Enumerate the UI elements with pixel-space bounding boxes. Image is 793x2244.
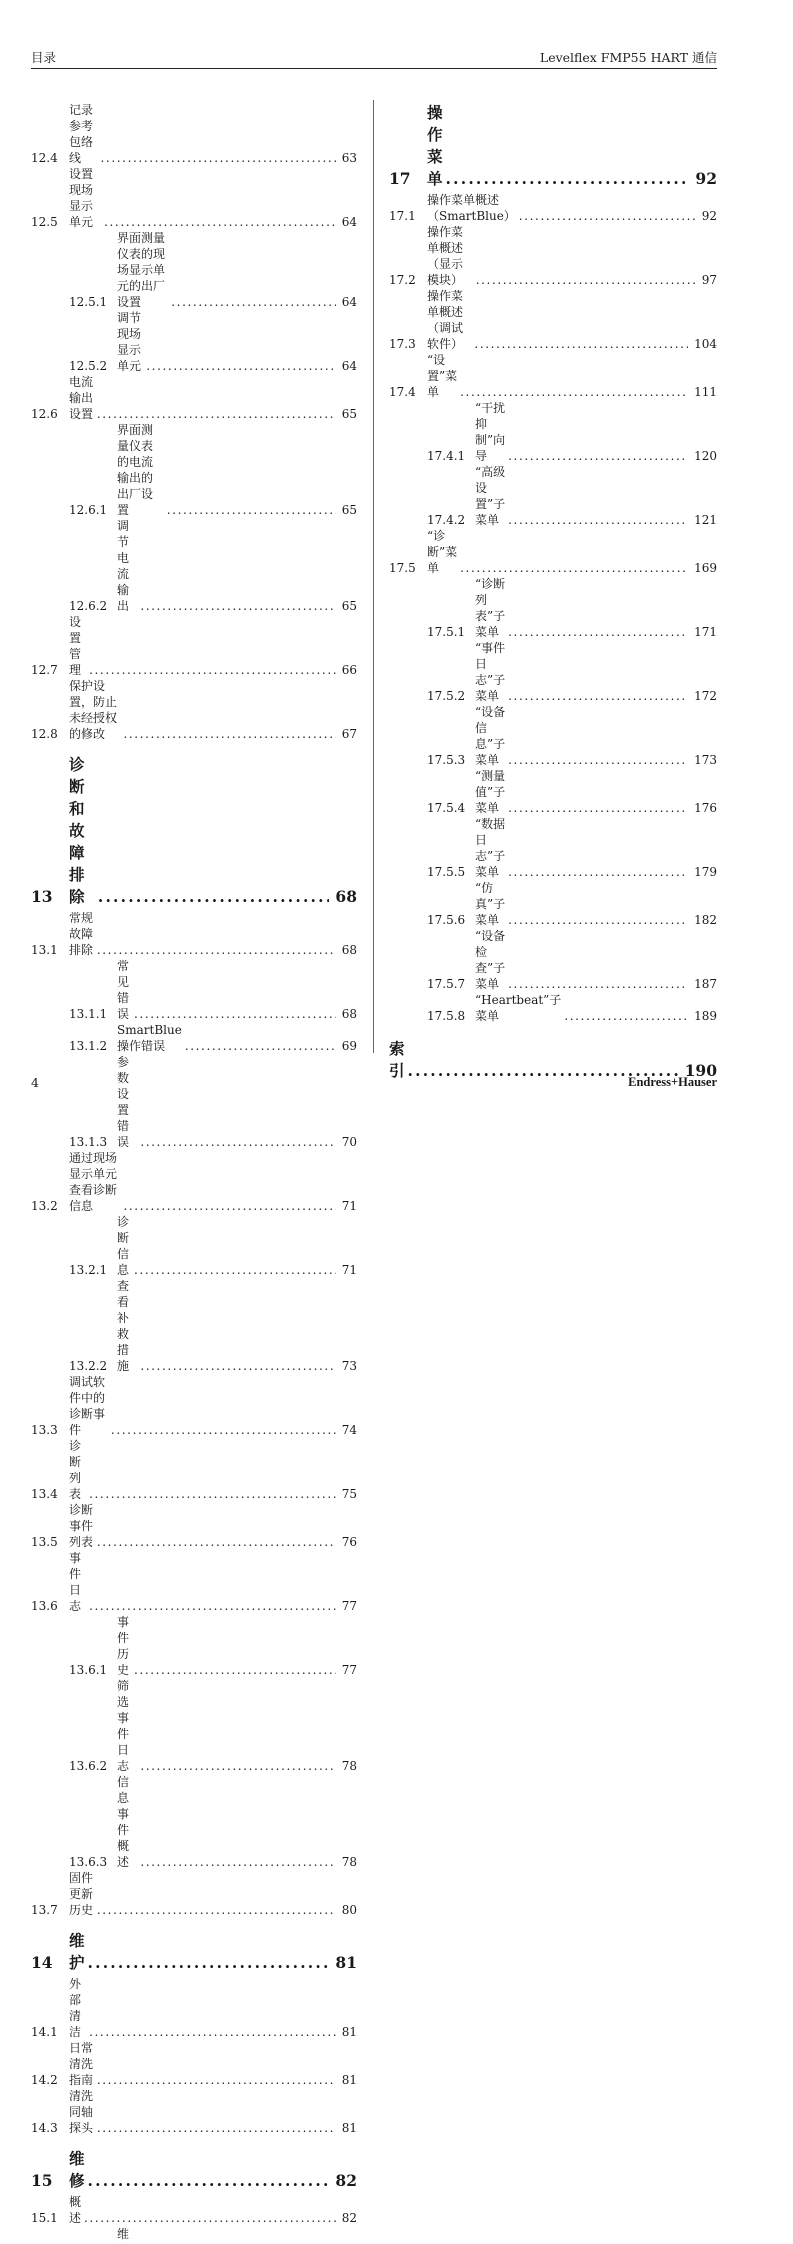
toc-entry-number: 12.5.1 <box>69 295 108 309</box>
toc-entry[interactable] <box>389 288 717 352</box>
toc-entry-number: 13.2 <box>31 1199 58 1213</box>
toc-entry-title: SmartBlue 操作错误 <box>117 1023 182 1053</box>
toc-entry-title: 界面测量仪表的现场显示单元的出厂设置 <box>117 231 166 309</box>
toc-entry-title: 操作菜单概述（SmartBlue） <box>427 193 516 223</box>
toc-entry[interactable] <box>31 1438 357 1502</box>
dot-leader <box>134 1006 336 1022</box>
toc-entry[interactable] <box>389 464 717 528</box>
toc-entry-page: 92 <box>695 169 717 188</box>
toc-entry-number: 17.5.3 <box>427 753 466 767</box>
toc-entry-title: 诊断列表 <box>69 1439 82 1501</box>
column-divider <box>373 100 374 1053</box>
dot-leader <box>508 912 688 928</box>
toc-entry-number: 13.1.1 <box>69 1007 108 1021</box>
toc-entry[interactable] <box>31 1870 357 1918</box>
toc-entry[interactable] <box>389 992 717 1024</box>
toc-entry-number: 15.1 <box>31 2211 58 2225</box>
toc-entry[interactable] <box>31 2226 357 2244</box>
toc-entry-page: 68 <box>335 887 357 906</box>
toc-entry[interactable] <box>31 374 357 422</box>
dot-leader <box>97 1902 336 1918</box>
dot-leader <box>111 1422 336 1438</box>
toc-entry[interactable] <box>31 1678 357 1774</box>
dot-leader <box>171 294 335 310</box>
toc-entry-number: 17.2 <box>389 273 416 287</box>
dot-leader <box>88 1952 330 1974</box>
toc-entry-page: 81 <box>341 2025 357 2039</box>
toc-entry-page: 120 <box>694 449 717 463</box>
toc-entry-page: 187 <box>694 977 717 991</box>
toc-entry-number: 17.1 <box>389 209 416 223</box>
dot-leader <box>508 688 688 704</box>
toc-entry-number: 17.5.4 <box>427 801 466 815</box>
dot-leader <box>84 2210 336 2226</box>
toc-left-column <box>31 102 357 2244</box>
toc-entry[interactable] <box>31 230 357 310</box>
toc-entry-title: 维修 <box>69 2149 85 2190</box>
dot-leader <box>446 168 690 190</box>
toc-entry[interactable] <box>31 1214 357 1278</box>
toc-entry-page: 81 <box>341 2073 357 2087</box>
toc-entry[interactable] <box>389 192 717 224</box>
toc-entry-page: 104 <box>694 337 717 351</box>
toc-chapter-entry[interactable] <box>31 754 357 908</box>
toc-entry-title: 筛选事件日志 <box>117 1679 130 1773</box>
toc-entry-page: 172 <box>694 689 717 703</box>
toc-entry-title: 事件历史 <box>117 1615 130 1677</box>
toc-entry-number: 13.6.2 <box>69 1759 108 1773</box>
toc-entry-title: 设置现场显示单元 <box>69 167 94 229</box>
dot-leader <box>89 1486 336 1502</box>
dot-leader <box>104 214 336 230</box>
toc-entry-page: 67 <box>341 727 357 741</box>
toc-entry-title: 电流输出设置 <box>69 375 94 421</box>
toc-entry-number: 14.2 <box>31 2073 58 2087</box>
toc-entry-page: 73 <box>341 1359 357 1373</box>
toc-entry-title: “干扰抑制”向导 <box>475 401 506 463</box>
toc-entry-page: 82 <box>341 2211 357 2225</box>
toc-entry-number: 17.4.2 <box>427 513 466 527</box>
toc-entry[interactable] <box>31 2040 357 2088</box>
dot-leader <box>89 1598 336 1614</box>
toc-entry-title: 调试软件中的诊断事件 <box>69 1375 106 1437</box>
dot-leader <box>88 2170 330 2192</box>
dot-leader <box>185 1038 336 1054</box>
toc-entry[interactable] <box>31 1774 357 1870</box>
toc-entry-title: 信息事件概述 <box>117 1775 130 1869</box>
toc-entry[interactable] <box>31 1278 357 1374</box>
toc-entry-title: 操作菜单 <box>427 103 443 188</box>
toc-entry-number: 12.8 <box>31 727 58 741</box>
dot-leader <box>476 272 696 288</box>
dot-leader <box>101 150 336 166</box>
toc-entry[interactable] <box>389 352 717 400</box>
toc-entry-title: 调节电流输出 <box>117 519 130 613</box>
toc-entry-title: “测量值”子菜单 <box>475 769 506 815</box>
dot-leader <box>97 942 336 958</box>
toc-entry[interactable] <box>31 1054 357 1150</box>
toc-entry-title: 常见错误 <box>117 959 130 1021</box>
dot-leader <box>508 512 688 528</box>
dot-leader <box>508 864 688 880</box>
toc-entry-page: 68 <box>341 943 357 957</box>
toc-chapter-entry[interactable] <box>31 1930 357 1974</box>
toc-entry[interactable] <box>389 528 717 576</box>
toc-entry-title: 概述 <box>69 2195 82 2225</box>
toc-entry-page: 69 <box>341 1039 357 1053</box>
toc-entry-title: 维护 <box>69 1931 85 1972</box>
toc-entry-page: 173 <box>694 753 717 767</box>
toc-entry-page: 171 <box>694 625 717 639</box>
toc-entry-number: 17.5.7 <box>427 977 466 991</box>
toc-entry-number: 15 <box>31 2171 53 2190</box>
toc-entry-number: 13.6.3 <box>69 1855 108 1869</box>
dot-leader <box>134 1662 336 1678</box>
toc-entry[interactable] <box>389 224 717 288</box>
toc-entry-number: 12.5 <box>31 215 58 229</box>
toc-entry[interactable] <box>31 2194 357 2226</box>
toc-entry-number: 13.5 <box>31 1535 58 1549</box>
toc-entry[interactable] <box>31 2088 357 2136</box>
header-document-title: Levelflex FMP55 HART 通信 <box>539 50 717 65</box>
toc-entry-number: 13.3 <box>31 1423 58 1437</box>
header-divider <box>31 68 717 69</box>
toc-entry-title: 记录参考包络线 <box>69 103 94 165</box>
toc-entry-page: 65 <box>341 503 357 517</box>
toc-entry-title: 查看补救措施 <box>117 1279 130 1373</box>
dot-leader <box>460 384 688 400</box>
toc-entry[interactable] <box>389 928 717 992</box>
dot-leader <box>134 1262 336 1278</box>
toc-entry-page: 179 <box>694 865 717 879</box>
toc-entry-title: “设备检查”子菜单 <box>475 929 506 991</box>
toc-entry-number: 17.5.2 <box>427 689 466 703</box>
toc-entry-number: 13.2.1 <box>69 1263 108 1277</box>
toc-entry-title: 常规故障排除 <box>69 911 94 957</box>
toc-entry-page: 63 <box>341 151 357 165</box>
dot-leader <box>508 752 688 768</box>
dot-leader <box>564 1008 688 1024</box>
toc-entry[interactable] <box>389 816 717 880</box>
toc-entry-page: 77 <box>341 1599 357 1613</box>
toc-entry-page: 121 <box>694 513 717 527</box>
toc-entry[interactable] <box>389 576 717 640</box>
toc-entry-number: 12.6 <box>31 407 58 421</box>
page-number: 4 <box>31 1075 39 1090</box>
toc-entry-title: “诊断”菜单 <box>427 529 458 575</box>
toc-entry[interactable] <box>31 1550 357 1614</box>
toc-entry-title: 界面测量仪表的电流输出的出厂设置 <box>117 423 154 517</box>
toc-entry-page: 190 <box>684 1061 717 1080</box>
toc-entry-page: 68 <box>341 1007 357 1021</box>
toc-entry[interactable] <box>31 166 357 230</box>
toc-entry[interactable] <box>31 1502 357 1550</box>
toc-entry[interactable] <box>389 768 717 816</box>
dot-leader <box>97 2072 336 2088</box>
toc-entry-title: “诊断列表”子菜单 <box>475 577 506 639</box>
toc-entry-title: 设置管理 <box>69 615 82 677</box>
toc-entry-title: 维 <box>117 2227 130 2241</box>
toc-entry-title: 固件更新历史 <box>69 1871 94 1917</box>
toc-entry-number: 13.1.2 <box>69 1039 108 1053</box>
toc-entry-number: 17.5.5 <box>427 865 466 879</box>
dot-leader <box>167 502 336 518</box>
toc-entry-number: 12.6.2 <box>69 599 108 613</box>
dot-leader <box>146 358 335 374</box>
toc-entry-number: 13.6 <box>31 1599 58 1613</box>
toc-entry-number: 17.5.6 <box>427 913 466 927</box>
toc-entry-title: 参数设置错误 <box>117 1055 130 1149</box>
toc-entry[interactable] <box>389 704 717 768</box>
toc-entry-title: “数据日志”子菜单 <box>475 817 506 879</box>
dot-leader <box>89 662 336 678</box>
toc-entry-page: 64 <box>341 295 357 309</box>
toc-entry[interactable] <box>31 518 357 614</box>
toc-entry-title: “Heartbeat”子菜单 <box>475 993 562 1023</box>
toc-entry-page: 169 <box>694 561 717 575</box>
toc-entry[interactable] <box>31 910 357 958</box>
dot-leader <box>474 336 688 352</box>
toc-entry-number: 17.5.8 <box>427 1009 466 1023</box>
toc-entry-page: 76 <box>341 1535 357 1549</box>
toc-entry-page: 64 <box>341 215 357 229</box>
toc-entry[interactable] <box>389 880 717 928</box>
toc-entry-title: 外部清洁 <box>69 1977 82 2039</box>
dot-leader <box>140 1134 335 1150</box>
toc-entry-page: 92 <box>701 209 717 223</box>
toc-entry-title: 索引 <box>389 1039 405 1080</box>
dot-leader <box>508 448 688 464</box>
dot-leader <box>97 2120 336 2136</box>
brand-logo-text: Endress+Hauser <box>628 1075 717 1089</box>
toc-chapter-entry[interactable] <box>389 102 717 190</box>
toc-entry-number: 13.1 <box>31 943 58 957</box>
toc-entry-number: 13.6.1 <box>69 1663 108 1677</box>
toc-entry-page: 65 <box>341 599 357 613</box>
dot-leader <box>97 406 336 422</box>
toc-entry-number: 14.1 <box>31 2025 58 2039</box>
toc-entry-number: 17.5.1 <box>427 625 466 639</box>
toc-entry-number: 13 <box>31 887 53 906</box>
toc-entry-title: 日常清洗指南 <box>69 2041 94 2087</box>
toc-entry-number: 12.6.1 <box>69 503 108 517</box>
toc-entry-number: 12.5.2 <box>69 359 108 373</box>
toc-entry[interactable] <box>31 1976 357 2040</box>
toc-entry-number: 14.3 <box>31 2121 58 2135</box>
toc-entry-title: “设置”菜单 <box>427 353 458 399</box>
toc-entry-page: 189 <box>694 1009 717 1023</box>
toc-entry-page: 65 <box>341 407 357 421</box>
toc-entry[interactable] <box>31 614 357 678</box>
toc-entry-page: 77 <box>341 1663 357 1677</box>
toc-entry-page: 176 <box>694 801 717 815</box>
toc-right-column <box>389 102 717 1084</box>
toc-entry[interactable] <box>31 102 357 166</box>
toc-entry-number: 17.5 <box>389 561 416 575</box>
dot-leader <box>508 976 688 992</box>
toc-entry-title: “设备信息”子菜单 <box>475 705 506 767</box>
toc-entry-page: 78 <box>341 1855 357 1869</box>
toc-entry-page: 71 <box>341 1199 357 1213</box>
dot-leader <box>140 1758 335 1774</box>
toc-entry-title: 操作菜单概述（显示模块） <box>427 225 464 287</box>
toc-entry-number: 13.7 <box>31 1903 58 1917</box>
toc-entry-title: 保护设置，防止未经授权的修改 <box>69 679 118 741</box>
dot-leader <box>140 1854 335 1870</box>
toc-entry-page: 182 <box>694 913 717 927</box>
toc-entry-title: 操作菜单概述（调试软件） <box>427 289 464 351</box>
toc-entry-number: 14 <box>31 1953 53 1972</box>
toc-entry[interactable] <box>31 422 357 518</box>
dot-leader <box>508 800 688 816</box>
dot-leader <box>123 1198 335 1214</box>
toc-entry-page: 111 <box>694 385 717 399</box>
toc-entry-page: 80 <box>341 1903 357 1917</box>
dot-leader <box>89 2024 336 2040</box>
toc-entry-number: 17 <box>389 169 411 188</box>
toc-entry-number: 13.1.3 <box>69 1135 108 1149</box>
toc-entry-title: “仿真”子菜单 <box>475 881 506 927</box>
header-section-title: 目录 <box>31 50 57 65</box>
dot-leader <box>519 208 696 224</box>
toc-entry-title: 调节现场显示单元 <box>117 311 142 373</box>
dot-leader <box>140 1358 335 1374</box>
toc-entry[interactable] <box>31 1150 357 1214</box>
toc-entry-title: “高级设置”子菜单 <box>475 465 506 527</box>
toc-entry-page: 70 <box>341 1135 357 1149</box>
toc-entry-number: 17.4.1 <box>427 449 466 463</box>
toc-entry-title: 清洗同轴探头 <box>69 2089 94 2135</box>
dot-leader <box>97 1534 336 1550</box>
toc-entry[interactable] <box>31 958 357 1022</box>
toc-entry[interactable] <box>31 1614 357 1678</box>
toc-entry-page: 82 <box>335 2171 357 2190</box>
dot-leader <box>508 624 688 640</box>
toc-entry-page: 64 <box>341 359 357 373</box>
toc-entry[interactable] <box>31 1022 357 1054</box>
toc-entry-title: “事件日志”子菜单 <box>475 641 506 703</box>
toc-entry-title: 诊断和故障排除 <box>69 755 85 906</box>
toc-entry-number: 12.4 <box>31 151 58 165</box>
toc-entry-number: 17.4 <box>389 385 416 399</box>
toc-entry[interactable] <box>389 640 717 704</box>
toc-entry-title: 事件日志 <box>69 1551 82 1613</box>
toc-entry-number: 12.7 <box>31 663 58 677</box>
toc-entry-page: 66 <box>341 663 357 677</box>
toc-entry-page: 81 <box>341 2121 357 2135</box>
toc-entry-title: 通过现场显示单元查看诊断信息 <box>69 1151 118 1213</box>
toc-entry-number: 13.2.2 <box>69 1359 108 1373</box>
toc-chapter-entry[interactable] <box>31 2148 357 2192</box>
toc-entry-number: 13.4 <box>31 1487 58 1501</box>
dot-leader <box>460 560 688 576</box>
toc-entry-title: 诊断信息 <box>117 1215 130 1277</box>
toc-entry-page: 78 <box>341 1759 357 1773</box>
toc-entry[interactable] <box>31 310 357 374</box>
toc-entry[interactable] <box>31 678 357 742</box>
toc-entry-page: 75 <box>341 1487 357 1501</box>
dot-leader <box>123 726 335 742</box>
toc-entry-title: 诊断事件列表 <box>69 1503 94 1549</box>
toc-entry[interactable] <box>31 1374 357 1438</box>
toc-entry-page: 81 <box>335 1953 357 1972</box>
toc-entry-page: 71 <box>341 1263 357 1277</box>
toc-entry[interactable] <box>389 400 717 464</box>
dot-leader <box>140 598 335 614</box>
dot-leader <box>98 886 330 908</box>
toc-entry-number: 17.3 <box>389 337 416 351</box>
toc-entry-page: 97 <box>701 273 717 287</box>
toc-entry-page: 74 <box>341 1423 357 1437</box>
